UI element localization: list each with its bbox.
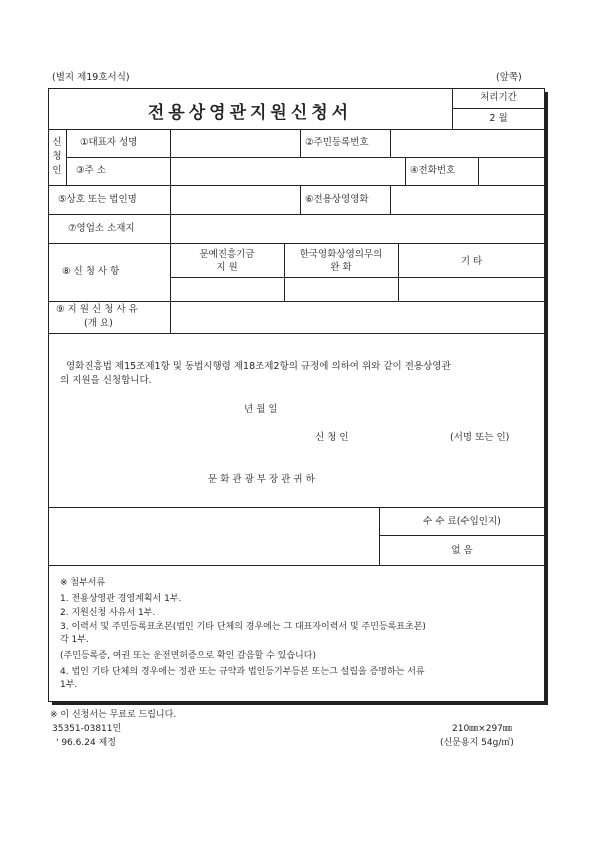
screen-quota-line1: 한국영화상영의무의 — [299, 249, 383, 260]
attachment-3-cont: 각 1부. — [60, 635, 89, 645]
processing-period-value: 2 월 — [489, 113, 508, 124]
applicant-char-1: 신 — [52, 137, 62, 148]
free-note: ※ 이 신청서는 무료로 드립니다. — [50, 710, 177, 720]
fund-support-line2: 지 원 — [216, 262, 238, 273]
addressee: 문 화 관 광 부 장 관 귀 하 — [208, 474, 315, 485]
frame-shadow-right — [545, 92, 548, 705]
form-title: 전용상영관지원신청서 — [147, 103, 353, 123]
page-side-label: (앞쪽) — [496, 72, 522, 83]
other-field[interactable] — [399, 278, 544, 300]
attachments-title: ※ 첨부서류 — [60, 578, 106, 588]
business-name-field[interactable] — [171, 186, 299, 213]
resident-number-field[interactable] — [391, 130, 544, 156]
screen-quota-line2: 완 화 — [330, 262, 352, 273]
fund-support-field[interactable] — [171, 278, 283, 300]
screen-quota-field[interactable] — [285, 278, 397, 300]
paper-size: 210㎜×297㎜ — [452, 724, 512, 734]
fee-label: 수 수 료(수입인지) — [423, 516, 501, 527]
applicant-sign-label: 신 청 인 — [315, 432, 349, 443]
dedicated-film-label: ⑥전용상영영화 — [305, 194, 369, 205]
fund-support-line1: 문예진흥기금 — [199, 249, 255, 260]
attachment-3: 3. 이력서 및 주민등록표초본(법인 기타 단체의 경우에는 그 대표자이력서 및 주민등록표초본) — [60, 622, 426, 632]
fee-value: 없 음 — [451, 545, 473, 556]
dedicated-film-field[interactable] — [391, 186, 544, 213]
paper-type: (신문용지 54g/㎡) — [440, 738, 514, 748]
established-date: ' 96.6.24 제정 — [56, 738, 116, 748]
reason-label-line2: (개 요) — [84, 318, 113, 329]
form-number: (별지 제19호서식) — [52, 72, 130, 83]
rep-name-field[interactable] — [171, 130, 299, 156]
location-label: ⑦영업소 소재지 — [68, 223, 135, 234]
phone-field[interactable] — [479, 158, 544, 184]
business-name-label: ⑤상호 또는 법인명 — [58, 194, 137, 205]
statement-line2: 의 지원을 신청합니다. — [60, 375, 152, 386]
reason-field[interactable] — [171, 302, 544, 332]
processing-period-label: 처리기간 — [480, 92, 517, 103]
resident-number-label: ②주민등록번호 — [305, 137, 369, 148]
applicant-char-3: 인 — [52, 165, 62, 176]
items-label: ⑧ 신 청 사 항 — [62, 266, 120, 277]
phone-label: ④전화번호 — [410, 165, 456, 176]
reason-label-line1: ⑨ 지 원 신 청 사 유 — [56, 304, 138, 315]
location-field[interactable] — [171, 215, 544, 242]
frame-shadow-bottom — [52, 702, 548, 705]
attachment-2: 2. 지원신청 사유서 1부. — [60, 608, 156, 618]
statement-line1: 영화진흥법 제15조제1항 및 동법시행령 제18조제2항의 규정에 의하여 위와 같이 전용상영관 — [66, 361, 451, 372]
address-field[interactable] — [171, 158, 404, 184]
other-label: 기 타 — [460, 256, 483, 267]
sign-note: (서명 또는 인) — [450, 432, 510, 443]
attachment-note: (주민등록증, 여권 또는 운전면허증으로 확인 갈음할 수 있습니다) — [60, 651, 316, 661]
rep-name-label: ①대표자 성명 — [80, 137, 138, 148]
attachment-4: 4. 법인 기타 단체의 경우에는 정관 또는 규약과 법인등기부등본 또는그 설립을 증명하는 서류 — [60, 667, 425, 677]
date-line: 년 월 일 — [244, 404, 278, 415]
applicant-char-2: 청 — [52, 151, 62, 162]
form-code: 35351-03811민 — [52, 724, 122, 734]
attachment-4-cont: 1부. — [60, 680, 78, 690]
address-label: ③주 소 — [76, 165, 106, 176]
attachment-1: 1. 전용상영관 경영계획서 1부. — [60, 594, 182, 604]
